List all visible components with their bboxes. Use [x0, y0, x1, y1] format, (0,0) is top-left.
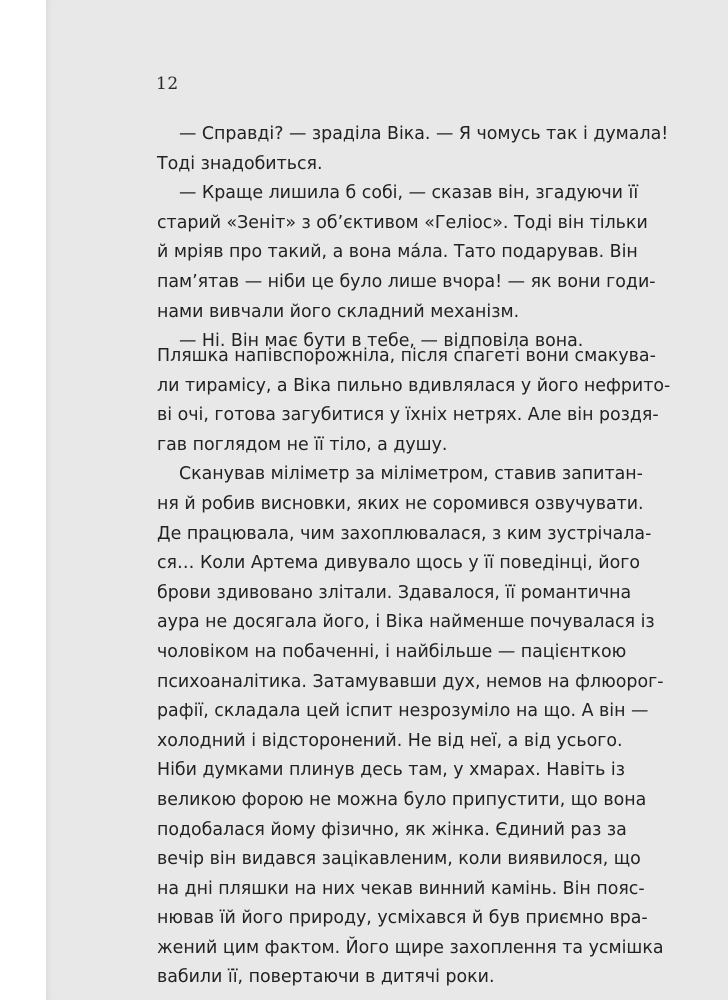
narrative-block	[157, 342, 671, 993]
text-line: — Ні. Він має бути в тебе, — відповіла вона.	[179, 331, 584, 352]
text-line: аура не досягала його, і Віка найменше почувалася із	[157, 612, 655, 633]
text-line: рафії, складала цей іспит незрозуміло на що. А він —	[157, 701, 649, 722]
text-line: подобалася йому фізично, як жінка. Єдиний раз за	[157, 819, 627, 840]
text-line: холодний і відсторонений. Не від неї, а від усього.	[157, 730, 623, 751]
text-line: ли тирамісу, а Віка пильно вдивлялася у його нефрито-	[157, 375, 671, 396]
text-line: великою форою не можна було припустити, що вона	[157, 789, 647, 810]
text-line: гав поглядом не її тіло, а душу.	[157, 434, 448, 455]
text-line: ві очі, готова загубитися у їхніх нетрях. Але він роздя-	[157, 405, 659, 426]
text-line: ня й робив висновки, яких не соромився озвучувати.	[157, 493, 644, 514]
text-line: нами вивчали його складний механізм.	[157, 301, 520, 322]
dialogue-block	[157, 120, 669, 357]
text-line: вечір він видався зацікавленим, коли виявилося, що	[157, 849, 641, 870]
text-line: — Справді? — зраділа Віка. — Я чомусь так і думала!	[179, 124, 669, 144]
book-page	[46, 0, 728, 1000]
text-line: Ніби думками плинув десь там, у хмарах. Навіть із	[157, 760, 625, 781]
text-line: Тоді знадобиться.	[157, 153, 323, 174]
text-line: — Краще лишила б собі, — сказав він, згадуючи її	[179, 183, 639, 204]
page-number: 12	[156, 74, 179, 94]
text-line: ся… Коли Артема дивувало щось у її поведінці, його	[157, 553, 640, 574]
text-line: вабили її, повертаючи в дитячі роки.	[157, 967, 495, 988]
text-line: Пляшка напівспорожніла, після спагеті вони смакува-	[157, 346, 656, 366]
text-line: пам’ятав — ніби це було лише вчора! — як вони годи-	[157, 271, 656, 292]
text-line: брови здивовано злітали. Здавалося, її романтична	[157, 582, 632, 603]
text-line: Де працювала, чим захоплювалася, з ким зустрічала-	[157, 523, 652, 544]
text-line: Сканував міліметр за міліметром, ставив запитан-	[179, 464, 643, 485]
text-line: жений цим фактом. Його щире захоплення та усмішка	[157, 937, 664, 958]
text-line: чоловіком на побаченні, і найбільше — пацієнткою	[157, 641, 627, 662]
text-line: на дні пляшки на них чекав винний камінь. Він пояс-	[157, 878, 645, 899]
text-line: й мріяв про такий, а вона ма́ла. Тато подарував. Він	[157, 242, 638, 263]
text-line: психоаналітика. Затамувавши дух, немов на флюорог-	[157, 671, 664, 692]
text-line: старий «Зеніт» з об’єктивом «Геліос». Тоді він тільки	[157, 212, 648, 233]
text-line: нював їй його природу, усміхався й був приємно вра-	[157, 908, 648, 929]
